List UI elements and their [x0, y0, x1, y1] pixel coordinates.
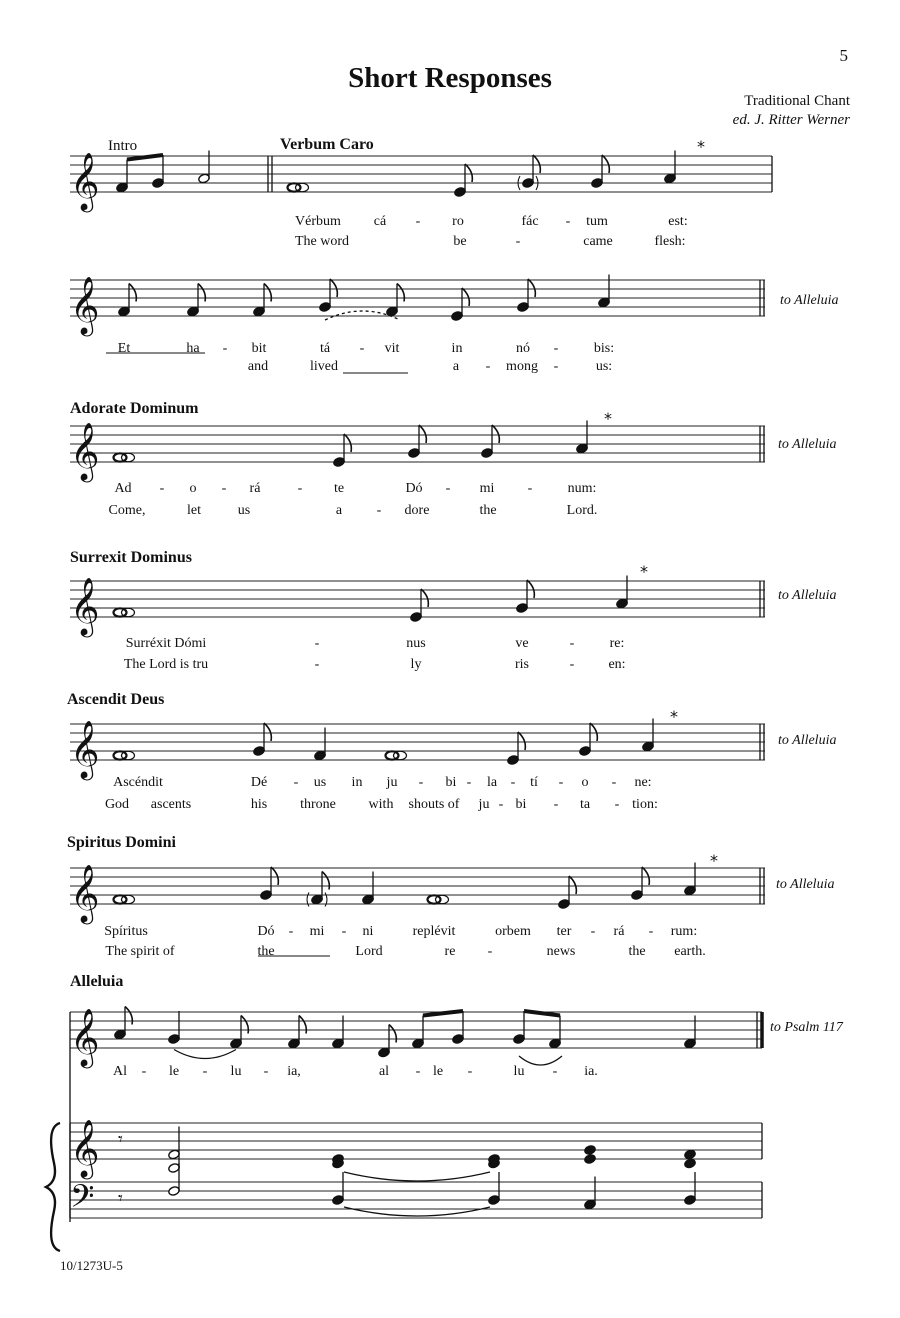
- lyric-syllable: -: [445, 481, 451, 496]
- lyric-syllable: -: [314, 636, 320, 651]
- note-flag: [129, 284, 136, 302]
- lyric-syllable: -: [293, 775, 299, 790]
- lyric-syllable: -: [288, 924, 294, 939]
- lyric-syllable: al: [378, 1064, 390, 1079]
- lyric-syllable: us: [237, 503, 251, 518]
- lyric-syllable: -: [263, 1064, 269, 1079]
- lyric-syllable: Dó: [405, 481, 423, 496]
- lyric-syllable: the: [628, 944, 646, 959]
- lyric-syllable: -: [297, 481, 303, 496]
- lyric-syllable: -: [498, 797, 504, 812]
- asterisk-mark: *: [640, 562, 648, 581]
- lyric-syllable: throne: [300, 797, 336, 812]
- lyric-syllable: The Lord is tru: [123, 657, 209, 672]
- note-flag: [125, 1007, 132, 1025]
- lyric-syllable: -: [466, 775, 472, 790]
- lyric-syllable: rum:: [670, 924, 698, 939]
- lyric-syllable: mong: [506, 359, 538, 374]
- lyric-syllable: -: [553, 359, 559, 374]
- lyric-syllable: -: [159, 481, 165, 496]
- footer-code: 10/1273U-5: [60, 1258, 123, 1273]
- treble-clef-icon: 𝄞: [70, 720, 100, 778]
- note-flag: [602, 155, 609, 173]
- lyric-syllable: bit: [251, 341, 267, 356]
- lyric-syllable: ve: [515, 636, 529, 651]
- lyric-syllable: -: [590, 924, 596, 939]
- lyric-syllable: the: [479, 503, 497, 518]
- asterisk-mark: *: [710, 851, 718, 870]
- whole-note: [122, 453, 135, 461]
- lyric-syllable: Vérbum: [295, 214, 341, 229]
- lyric-syllable: ia,: [287, 1064, 301, 1079]
- note-flag: [533, 155, 540, 173]
- lyric-syllable: replévit: [412, 924, 456, 939]
- page-title: Short Responses: [348, 62, 552, 94]
- lyric-syllable: in: [351, 775, 363, 790]
- lyric-syllable: let: [187, 503, 201, 518]
- brace: [46, 1123, 60, 1251]
- lyric-syllable: be: [453, 234, 467, 249]
- lyric-syllable: ris: [515, 657, 529, 672]
- lyric-syllable: -: [222, 341, 228, 356]
- quarter-note: [584, 1154, 597, 1165]
- credit-traditional: Traditional Chant: [744, 93, 850, 109]
- lyric-syllable: The spirit of: [105, 944, 175, 959]
- lyric-syllable: -: [341, 924, 347, 939]
- note-flag: [299, 1016, 306, 1034]
- whole-note: [394, 751, 407, 759]
- lyric-syllable: Spíritus: [104, 924, 148, 939]
- lyric-syllable: re: [444, 944, 456, 959]
- to-alleluia-ascendit: to Alleluia: [778, 733, 837, 748]
- note-flag: [518, 732, 525, 750]
- slur: [174, 1050, 236, 1059]
- lyric-syllable: God: [104, 797, 130, 812]
- note-flag: [198, 284, 205, 302]
- section-title-ascendit: Ascendit Deus: [67, 691, 165, 708]
- lyric-syllable: -: [648, 924, 654, 939]
- lyric-syllable: -: [614, 797, 620, 812]
- lyric-syllable: Et: [117, 341, 131, 356]
- lyric-syllable: with: [368, 797, 394, 812]
- lyric-syllable: -: [487, 944, 493, 959]
- slur: [344, 1207, 490, 1216]
- lyric-syllable: -: [552, 1064, 558, 1079]
- lyric-syllable: orbem: [495, 924, 531, 939]
- asterisk-mark: *: [697, 137, 705, 156]
- lyric-syllable: -: [510, 775, 516, 790]
- lyric-syllable: -: [202, 1064, 208, 1079]
- treble-clef-icon: 𝄞: [70, 422, 100, 480]
- slur: [519, 1056, 562, 1065]
- note-flag: [527, 580, 534, 598]
- lyric-syllable: ia.: [584, 1064, 598, 1079]
- whole-note: [436, 895, 449, 903]
- lyric-syllable: tum: [586, 214, 608, 229]
- note-flag: [528, 279, 535, 297]
- lyric-syllable: mi: [479, 481, 495, 496]
- lyric-syllable: -: [553, 797, 559, 812]
- lyric-syllable: Lord.: [566, 503, 598, 518]
- bass-clef-icon: 𝄢: [70, 1178, 95, 1222]
- note-flag: [271, 867, 278, 885]
- section-title-surrexit: Surrexit Dominus: [70, 549, 192, 566]
- section-title-alleluia: Alleluia: [70, 973, 124, 990]
- quarter-note: [684, 1149, 697, 1160]
- section-title-adorate: Adorate Dominum: [70, 400, 199, 417]
- slur: [344, 1172, 490, 1181]
- quarter-note: [684, 1158, 697, 1169]
- lyric-syllable: news: [546, 944, 576, 959]
- lyric-syllable: came: [583, 234, 613, 249]
- lyric-syllable: -: [418, 775, 424, 790]
- lyric-syllable: num:: [567, 481, 597, 496]
- lyric-syllable: lu: [513, 1064, 525, 1079]
- lyric-syllable: and: [247, 359, 269, 374]
- lyric-syllable: in: [451, 341, 463, 356]
- lyric-syllable: Surréxit Dómi: [125, 636, 207, 651]
- lyric-syllable: a: [452, 359, 460, 374]
- lyric-syllable: lived: [310, 359, 338, 374]
- lyric-syllable: bi: [445, 775, 457, 790]
- eighth-rest-icon: 𝄾: [118, 1188, 123, 1209]
- lyric-syllable: us:: [595, 359, 613, 374]
- asterisk-mark: *: [604, 409, 612, 428]
- to-alleluia-surrexit: to Alleluia: [778, 588, 837, 603]
- lyric-syllable: fác: [521, 214, 539, 229]
- lyric-syllable: -: [485, 359, 491, 374]
- note-flag: [642, 867, 649, 885]
- lyric-syllable: the: [257, 944, 275, 959]
- lyric-syllable: Al: [113, 1064, 127, 1079]
- to-psalm-117: to Psalm 117: [770, 1020, 843, 1035]
- lyric-syllable: -: [565, 214, 571, 229]
- whole-note: [122, 751, 135, 759]
- lyric-syllable: Ascéndit: [113, 775, 163, 790]
- note-flag: [419, 425, 426, 443]
- note-flag: [264, 723, 271, 741]
- lyric-syllable: ju: [386, 775, 398, 790]
- to-alleluia-spiritus: to Alleluia: [776, 877, 835, 892]
- lyric-syllable: his: [250, 797, 268, 812]
- whole-note: [122, 608, 135, 616]
- lyric-syllable: ne:: [634, 775, 652, 790]
- lyric-syllable: -: [558, 775, 564, 790]
- lyric-syllable: -: [359, 341, 365, 356]
- quarter-note: [584, 1145, 597, 1156]
- note-flag: [264, 284, 271, 302]
- treble-clef-icon: 𝄞: [70, 864, 100, 922]
- lyric-syllable: o: [189, 481, 197, 496]
- note-flag: [569, 876, 576, 894]
- lyric-syllable: Ad: [114, 481, 132, 496]
- note-flag: [397, 284, 404, 302]
- lyric-syllable: le: [432, 1064, 444, 1079]
- lyric-syllable: est:: [668, 214, 688, 229]
- lyric-syllable: tion:: [632, 797, 658, 812]
- note-flag: [462, 288, 469, 306]
- note-flag: [330, 279, 337, 297]
- lyric-syllable: te: [333, 481, 345, 496]
- whole-note: [122, 895, 135, 903]
- note-flag: [590, 723, 597, 741]
- lyric-syllable: -: [569, 657, 575, 672]
- lyric-syllable: -: [569, 636, 575, 651]
- lyric-syllable: The word: [294, 234, 350, 249]
- lyric-syllable: nó: [516, 341, 530, 356]
- lyric-syllable: Dó: [257, 924, 275, 939]
- lyric-syllable: o: [581, 775, 589, 790]
- lyric-syllable: bis:: [593, 341, 615, 356]
- page-number: 5: [839, 46, 848, 65]
- lyric-syllable: nus: [406, 636, 426, 651]
- lyric-syllable: dore: [404, 503, 430, 518]
- to-alleluia-adorate: to Alleluia: [778, 437, 837, 452]
- lyric-syllable: Come,: [108, 503, 146, 518]
- lyric-syllable: -: [141, 1064, 147, 1079]
- lyric-syllable: ro: [452, 214, 464, 229]
- lyric-syllable: earth.: [674, 944, 706, 959]
- whole-note: [296, 183, 309, 191]
- lyric-syllable: -: [415, 1064, 421, 1079]
- section-title-spiritus: Spiritus Domini: [67, 834, 176, 851]
- lyric-syllable: -: [515, 234, 521, 249]
- lyric-syllable: Dé: [250, 775, 268, 790]
- lyric-syllable: -: [376, 503, 382, 518]
- treble-clef-icon: 𝄞: [70, 1008, 100, 1066]
- lyric-syllable: ha: [186, 341, 200, 356]
- note-flag: [492, 425, 499, 443]
- lyric-syllable: tí: [530, 775, 538, 790]
- lyric-syllable: ascents: [150, 797, 192, 812]
- lyric-syllable: -: [553, 341, 559, 356]
- note-flag: [322, 872, 329, 890]
- lyric-syllable: re:: [609, 636, 625, 651]
- lyric-syllable: -: [527, 481, 533, 496]
- treble-clef-icon: 𝄞: [70, 1119, 100, 1177]
- lyric-syllable: tá: [319, 341, 331, 356]
- lyric-syllable: rá: [613, 924, 625, 939]
- lyric-syllable: a: [335, 503, 343, 518]
- lyric-syllable: Lord: [355, 944, 383, 959]
- lyric-syllable: -: [415, 214, 421, 229]
- section-title-verbum: Verbum Caro: [280, 136, 374, 153]
- lyric-syllable: ta: [579, 797, 591, 812]
- lyric-syllable: ly: [410, 657, 422, 672]
- lyric-syllable: ni: [362, 924, 374, 939]
- note-flag: [421, 589, 428, 607]
- note-flag: [241, 1016, 248, 1034]
- lyric-syllable: -: [611, 775, 617, 790]
- lyric-syllable: la: [486, 775, 498, 790]
- lyric-syllable: flesh:: [654, 234, 686, 249]
- asterisk-mark: *: [670, 707, 678, 726]
- eighth-rest-icon: 𝄾: [118, 1129, 123, 1150]
- treble-clef-icon: 𝄞: [70, 152, 100, 210]
- lyric-syllable: -: [314, 657, 320, 672]
- treble-clef-icon: 𝄞: [70, 577, 100, 635]
- note-flag: [389, 1025, 396, 1043]
- lyric-syllable: vit: [384, 341, 400, 356]
- lyric-syllable: bi: [515, 797, 527, 812]
- treble-clef-icon: 𝄞: [70, 276, 100, 334]
- lyric-syllable: le: [168, 1064, 180, 1079]
- note-flag: [344, 434, 351, 452]
- lyric-syllable: ju: [478, 797, 490, 812]
- lyric-syllable: mi: [309, 924, 325, 939]
- lyric-syllable: ter: [556, 924, 572, 939]
- intro-label: Intro: [108, 138, 138, 154]
- lyric-syllable: -: [467, 1064, 473, 1079]
- to-alleluia-verbum: to Alleluia: [780, 293, 839, 308]
- note-flag: [465, 164, 472, 182]
- lyric-syllable: rá: [249, 481, 261, 496]
- lyric-syllable: -: [221, 481, 227, 496]
- lyric-syllable: lu: [230, 1064, 242, 1079]
- lyric-syllable: en:: [608, 657, 626, 672]
- credit-editor: ed. J. Ritter Werner: [732, 112, 850, 128]
- lyric-syllable: us: [313, 775, 327, 790]
- lyric-syllable: shouts of: [408, 797, 460, 812]
- lyric-syllable: cá: [373, 214, 387, 229]
